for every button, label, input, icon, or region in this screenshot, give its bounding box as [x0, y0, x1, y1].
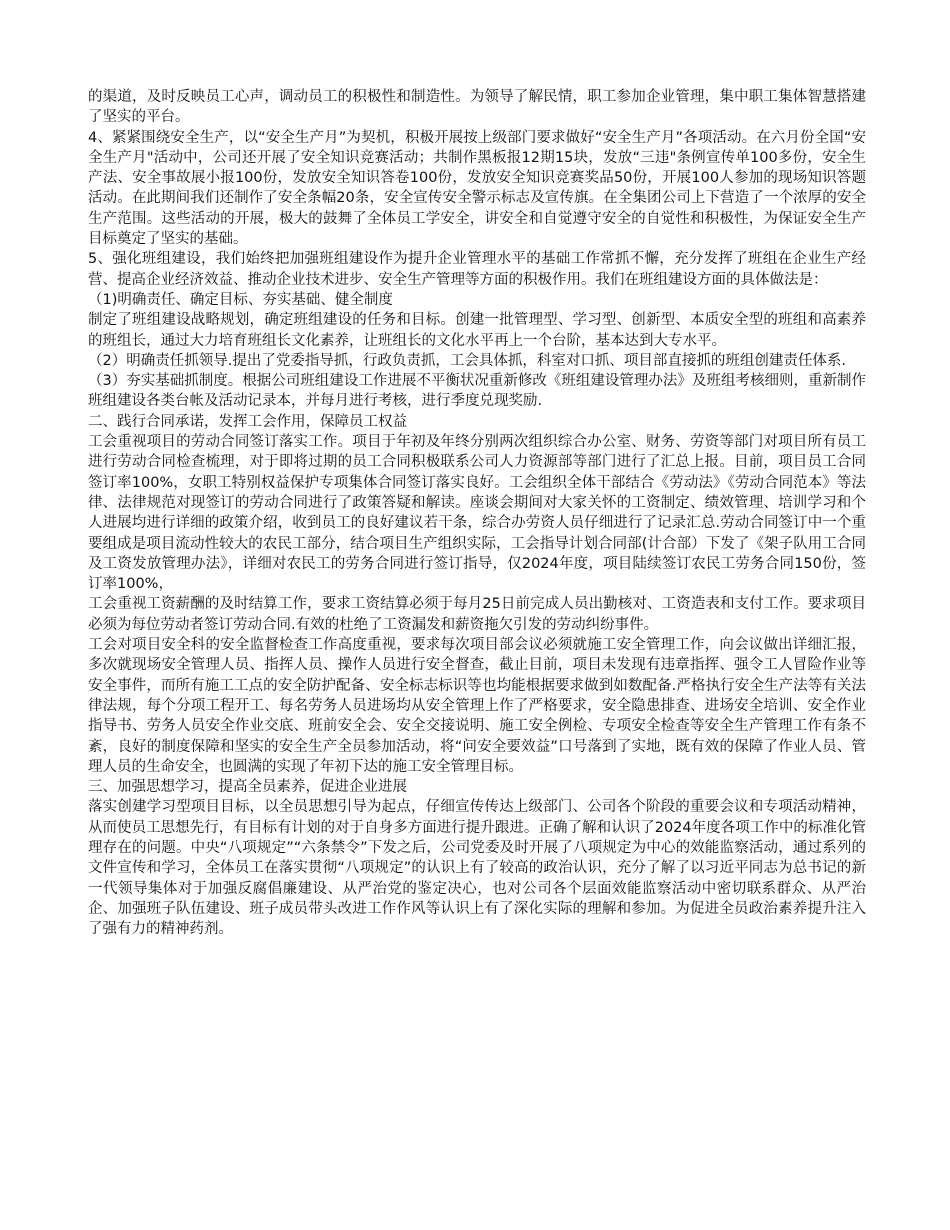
paragraph-safety-production-month: 4、紧紧围绕安全生产，以“安全生产月”为契机，积极开展按上级部门要求做好“安全生产月”各项活动。在六月份全国“安全生产月"活动中，公司还开展了安全知识竞赛活动；共制作黑板报12期15块，发放“三违"条例宣传单100多份，安全生产法、安全事故展小报100份，发放安全知识答卷100份，发放安全知识竞赛奖品50份，开展100人参加的现场知识答题活动。在此期间我们还制作了安全条幅20条，安全宣传安全警示标志及宣传旗。在全集团公司上下营造了一个浓厚的安全生产范围。这些活动的开展，极大的鼓舞了全体员工学安全，讲安全和自觉遵守安全的自觉性和积极性，为保证安全生产目标奠定了坚实的基础。 — [88, 129, 866, 248]
paragraph-team-item-1-body: 制定了班组建设战略规划，确定班组建设的任务和目标。创建一批管理型、学习型、创新型、本质安全型的班组和高素养的班组长，通过大力培育班组长文化素养，让班组长的文化水平再上一个台阶，基本达到大专水平。 — [88, 312, 866, 349]
paragraph-team-building: 5、强化班组建设，我们始终把加强班组建设作为提升企业管理水平的基础工作常抓不懈，充分发挥了班组在企业生产经营、提高企业经济效益、推动企业技术进步、安全生产管理等方面的积极作用。我们在班组建设方面的具体做法是： — [88, 251, 866, 288]
section-heading-3: 三、加强思想学习，提高全员素养，促进企业进展 — [88, 779, 407, 796]
paragraph-wage-settlement: 工会重视工资薪酬的及时结算工作，要求工资结算必须于每月25日前完成人员出勤核对、工资造表和支付工作。要求项目必须为每位劳动者签订劳动合同.有效的杜绝了工资漏发和薪资拖欠引发的劳动纠纷事件。 — [88, 596, 866, 633]
paragraph-labor-contract: 工会重视项目的劳动合同签订落实工作。项目于年初及年终分别两次组织综合办公室、财务、劳资等部门对项目所有员工进行劳动合同检查梳理，对于即将过期的员工合同积极联系公司人力资源部等部门进行了汇总上报。目前，项目员工合同签订率100%，女职工特别权益保护专项集体合同签订落实良好。工会组织全体干部结合《劳动法》《劳动合同范本》等法律、法律规范对现签订的劳动合同进行了政策答疑和解读。座谈会期间对大家关怀的工资制定、绩效管理、培训学习和个人进展均进行详细的政策介绍，收到员工的良好建议若干条，综合办劳资人员仔细进行了记录汇总.劳动合同签订中一个重要组成是项目流动性较大的农民工部分，结合项目生产组织实际，工会指导计划合同部(计合部）下发了《架子队用工合同及工资发放管理办法》，详细对农民工的劳务合同进行签订指导，仅2024年度，项目陆续签订农民工劳务合同150份，签订率100%， — [88, 434, 866, 593]
paragraph-ideological-study: 落实创建学习型项目目标，以全员思想引导为起点，仔细宣传传达上级部门、公司各个阶段的重要会议和专项活动精神，从而使员工思想先行，有目标有计划的对于自身多方面进行提升跟进。正确了解和认识了2024年度各项工作中的标准化管理存在的问题。中央“八项规定”“六条禁令”下发之后，公司党委及时开展了八项规定为中心的效能监察活动，通过系列的文件宣传和学习，全体员工在落实贯彻“八项规定”的认识上有了较高的政治认识，充分了解了以习近平同志为总书记的新一代领导集体对于加强反腐倡廉建设、从严治党的鉴定决心，也对公司各个层面效能监察活动中密切联系群众、从严治企、加强班子队伍建设、班子成员带头改进工作作风等认识上有了深化实际的理解和参加。为促进全员政治素养提升注入了强有力的精神药剂。 — [88, 799, 866, 938]
document-body — [88, 87, 866, 939]
paragraph-team-item-1-heading: （1)明确责任、确定目标、夯实基础、健全制度 — [88, 291, 393, 308]
paragraph-team-item-2: （2）明确责任抓领导.提出了党委指导抓，行政负责抓，工会具体抓，科室对口抓、项目部直接抓的班组创建责任体系. — [88, 352, 846, 369]
paragraph-employee-voice-channel: 的渠道，及时反映员工心声，调动员工的积极性和制造性。为领导了解民情，职工参加企业管理，集中职工集体智慧搭建了坚实的平台。 — [88, 89, 866, 126]
paragraph-team-item-3: （3）夯实基础抓制度。根据公司班组建设工作进展不平衡状况重新修改《班组建设管理办法》及班组考核细则，重新制作班组建设各类台帐及活动记录本，并每月进行考核，进行季度兑现奖励. — [88, 373, 866, 410]
section-heading-2: 二、践行合同承诺，发挥工会作用，保障员工权益 — [88, 413, 407, 430]
paragraph-safety-supervision: 工会对项目安全科的安全监督检查工作高度重视，要求每次项目部会议必须就施工安全管理工作，向会议做出详细汇报，多次就现场安全管理人员、指挥人员、操作人员进行安全督查，截止目前，项目未发现有违章指挥、强令工人冒险作业等安全事件，而所有施工工点的安全防护配备、安全标志标识等也均能根据要求做到如数配备.严格执行安全生产法等有关法律法规，每个分项工程开工、每名劳务人员进场均从安全管理上作了严格要求，安全隐患排查、进场安全培训、安全作业指导书、劳务人员安全作业交底、班前安全会、安全交接说明、施工安全例检、专项安全检查等安全生产管理工作有条不紊，良好的制度保障和坚实的安全生产全员参加活动，将“问安全要效益”口号落到了实地，既有效的保障了作业人员、管理人员的生命安全，也圆满的实现了年初下达的施工安全管理目标。 — [88, 637, 866, 775]
